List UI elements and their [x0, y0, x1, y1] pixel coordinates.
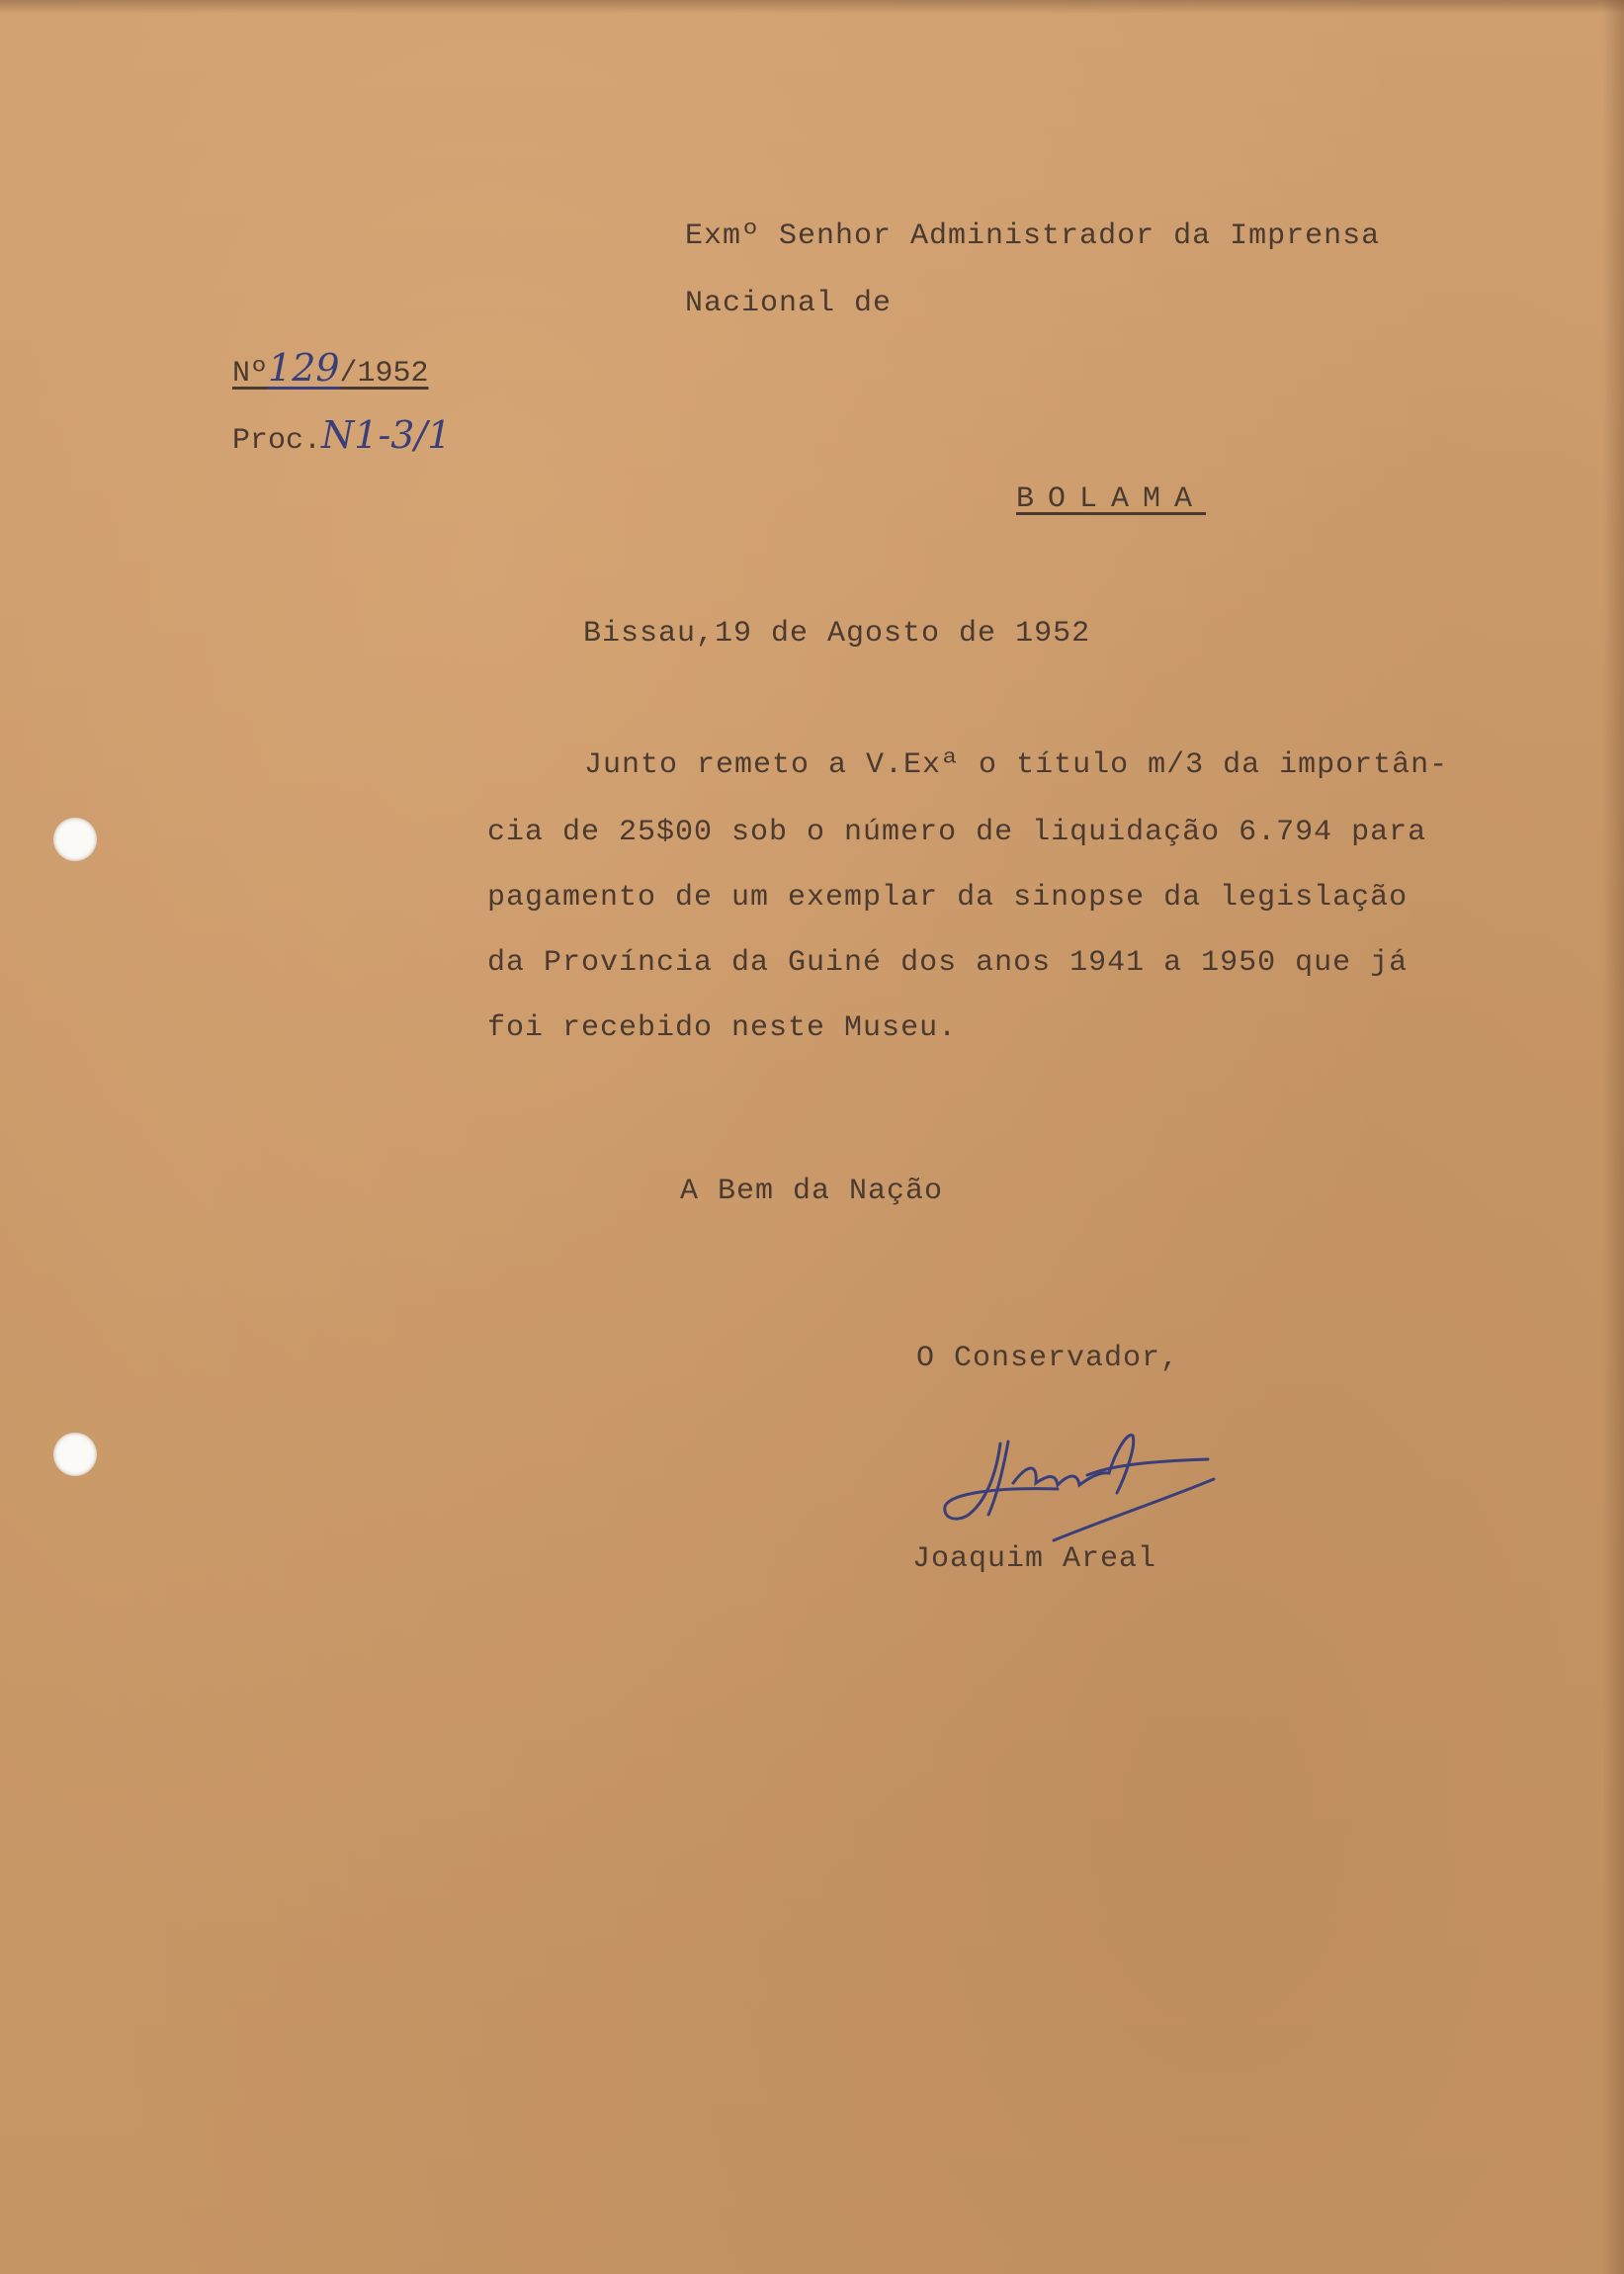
- destination-city: BOLAMA: [1016, 482, 1207, 516]
- date-line: Bissau,19 de Agosto de 1952: [583, 617, 1091, 651]
- addressee-line-2: Nacional de: [685, 287, 893, 320]
- signatory-title: O Conservador,: [916, 1342, 1180, 1375]
- ref-number-handwritten: 129: [268, 346, 340, 390]
- body-line-5: foi recebido neste Museu.: [487, 1011, 958, 1045]
- ref-year: /1952: [339, 357, 429, 391]
- punch-hole-lower: [53, 1433, 97, 1476]
- punch-hole-upper: [53, 818, 97, 861]
- ref-prefix: Nº: [232, 357, 269, 391]
- reference-number: [232, 346, 429, 391]
- proc-value-handwritten: N1-3/1: [321, 413, 452, 457]
- body-line-1: Junto remeto a V.Exª o título m/3 da importân-: [584, 748, 1449, 782]
- body-line-3: pagamento de um exemplar da sinopse da legislação: [487, 881, 1409, 915]
- process-reference: [232, 413, 451, 458]
- proc-label: Proc.: [232, 424, 322, 458]
- body-line-4: da Província da Guiné dos anos 1941 a 1950 que já: [487, 946, 1409, 980]
- body-line-2: cia de 25$00 sob o número de liquidação 6.794 para: [487, 816, 1427, 849]
- paper-right-edge: [1602, 0, 1624, 2274]
- signatory-name: Joaquim Areal: [912, 1542, 1157, 1576]
- handwritten-signature: [939, 1424, 1226, 1552]
- paper-top-edge: [0, 0, 1624, 14]
- closing-salutation: A Bem da Nação: [680, 1175, 944, 1208]
- addressee-line-1: Exmº Senhor Administrador da Imprensa: [685, 219, 1381, 253]
